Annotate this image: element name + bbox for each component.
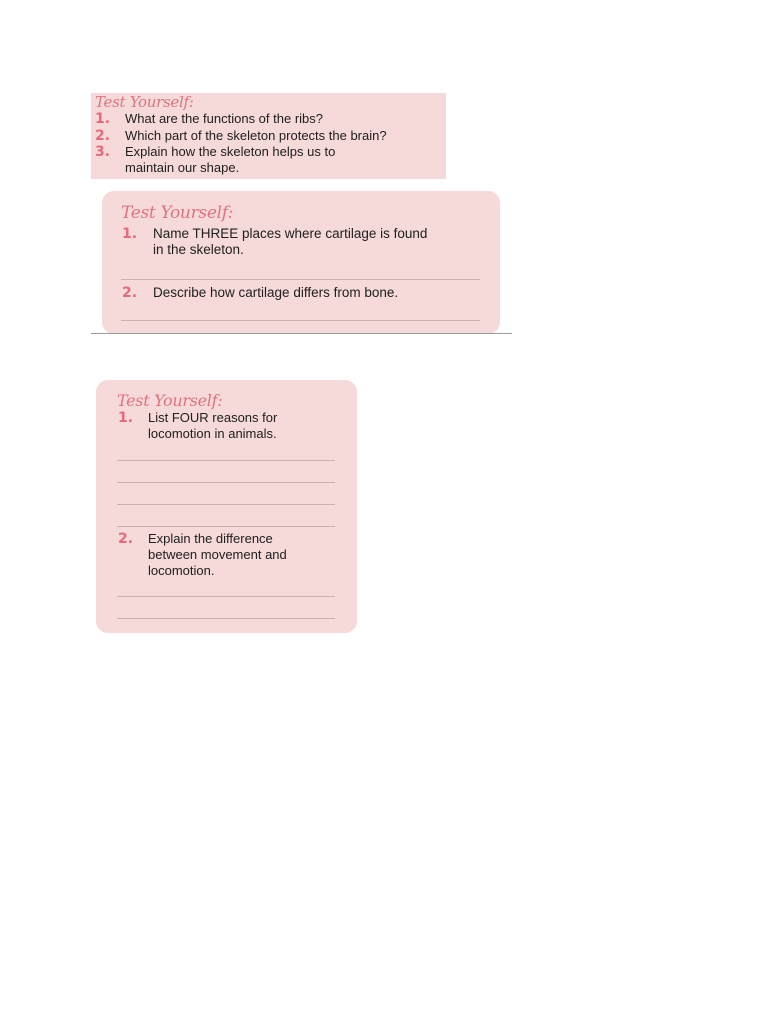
- answer-line: [121, 279, 480, 280]
- question-line: locomotion in animals.: [148, 426, 277, 441]
- section-divider: [91, 333, 512, 334]
- question-text: [125, 111, 323, 127]
- question-number: 2.: [95, 128, 111, 144]
- question-number: 3.: [95, 144, 111, 160]
- question-line: maintain our shape.: [125, 160, 240, 175]
- question-text: [153, 285, 398, 301]
- question-text: [125, 128, 387, 144]
- test-yourself-box-cartilage: [102, 191, 500, 334]
- question-item: [122, 285, 398, 301]
- answer-line: [117, 526, 335, 527]
- answer-line: [117, 504, 335, 505]
- question-number: 2.: [118, 531, 134, 547]
- question-line: between movement and: [148, 547, 287, 562]
- test-yourself-box-locomotion: [96, 380, 357, 633]
- question-line: Which part of the skeleton protects the brain?: [125, 128, 387, 143]
- question-item: [122, 226, 427, 258]
- question-line: in the skeleton.: [153, 242, 244, 257]
- question-line: Explain how the skeleton helps us to: [125, 144, 336, 159]
- question-text: [153, 226, 427, 258]
- answer-line: [117, 618, 335, 619]
- question-item: [95, 144, 335, 176]
- question-item: [95, 111, 323, 127]
- question-item: [118, 410, 277, 442]
- box-heading: Test Yourself:: [95, 93, 194, 111]
- box-heading: Test Yourself:: [121, 203, 234, 223]
- question-text: [125, 144, 335, 176]
- question-item: [118, 531, 287, 579]
- question-number: 1.: [122, 226, 138, 242]
- question-line: Describe how cartilage differs from bone.: [153, 285, 399, 300]
- question-item: [95, 128, 387, 144]
- question-number: 2.: [122, 285, 138, 301]
- answer-line: [117, 482, 335, 483]
- answer-line: [121, 320, 480, 321]
- question-text: [148, 410, 277, 442]
- question-text: [148, 531, 287, 579]
- question-line: locomotion.: [148, 563, 215, 578]
- test-yourself-box-ribs: [91, 93, 446, 179]
- question-number: 1.: [118, 410, 134, 426]
- answer-line: [117, 460, 335, 461]
- question-line: Name THREE places where cartilage is found: [153, 226, 428, 241]
- box-heading: Test Yourself:: [117, 391, 223, 410]
- question-line: List FOUR reasons for: [148, 410, 278, 425]
- answer-line: [117, 596, 335, 597]
- question-line: What are the functions of the ribs?: [125, 111, 323, 126]
- question-number: 1.: [95, 111, 111, 127]
- question-line: Explain the difference: [148, 531, 273, 546]
